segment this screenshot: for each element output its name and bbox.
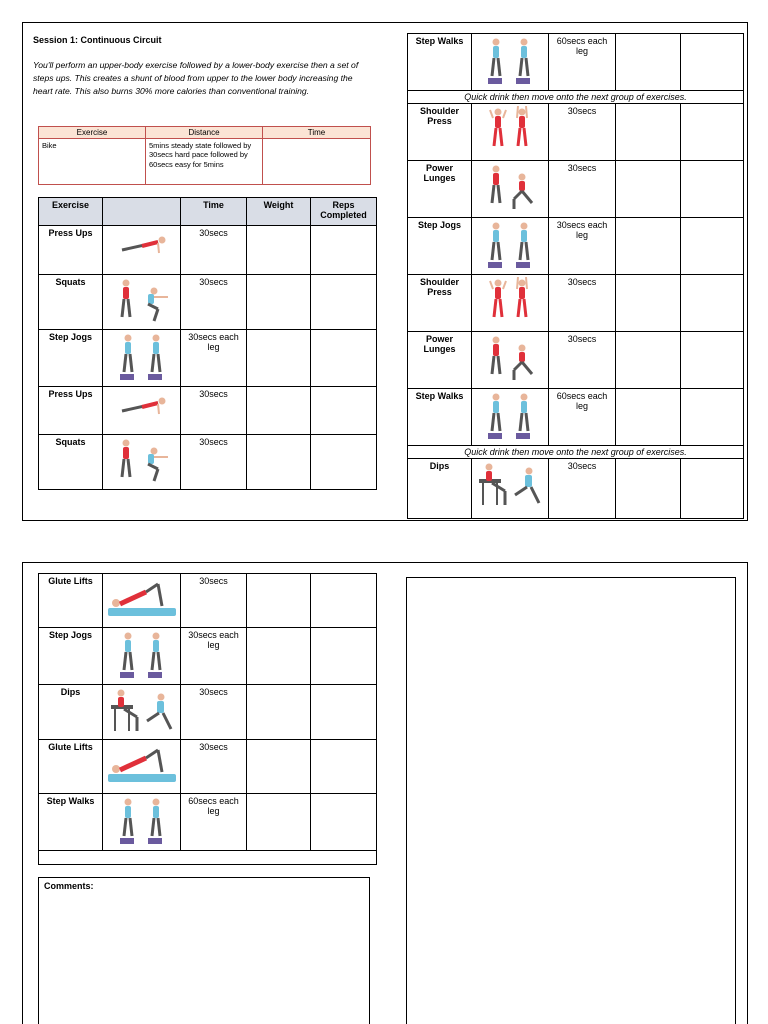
exercise-image [103, 628, 181, 685]
warmup-header-distance: Distance [146, 127, 263, 139]
warmup-header-time: Time [263, 127, 371, 139]
weight-cell[interactable] [616, 332, 681, 389]
table-row [39, 628, 377, 685]
exercise-image [103, 574, 181, 628]
exercise-image [103, 435, 181, 490]
exercise-table-continued [38, 573, 377, 865]
table-row [408, 161, 744, 218]
table-row [408, 389, 744, 446]
exercise-image [472, 275, 549, 332]
header-weight: Weight [247, 198, 311, 226]
warmup-header-exercise: Exercise [39, 127, 146, 139]
lunge-figure-icon [472, 334, 548, 386]
exercise-name: Glute Lifts [39, 740, 103, 794]
exercise-time: 60secs each leg [549, 389, 616, 446]
reps-cell[interactable] [681, 104, 744, 161]
exercise-image [103, 226, 181, 275]
step-figure-icon [472, 36, 548, 88]
exercise-time: 30secs [549, 459, 616, 519]
weight-cell[interactable] [247, 274, 311, 329]
quick-drink-note: Quick drink then move onto the next group of exercises. [408, 446, 744, 459]
exercise-time: 30secs each leg [181, 628, 247, 685]
exercise-time: 30secs [181, 574, 247, 628]
press-up-figure-icon [103, 228, 180, 260]
reps-cell[interactable] [311, 274, 377, 329]
weight-cell[interactable] [616, 275, 681, 332]
glute-lift-figure-icon [103, 576, 180, 624]
exercise-image [472, 161, 549, 218]
weight-cell[interactable] [616, 459, 681, 519]
weight-cell[interactable] [616, 161, 681, 218]
exercise-name: Step Walks [408, 34, 472, 91]
exercise-image [472, 332, 549, 389]
reps-cell[interactable] [681, 218, 744, 275]
exercise-time: 30secs [549, 332, 616, 389]
dips-figure-icon [103, 687, 180, 737]
header-time: Time [181, 198, 247, 226]
squat-figure-icon [103, 437, 180, 487]
step-figure-icon [103, 332, 180, 384]
weight-cell[interactable] [247, 740, 311, 794]
empty-row [39, 851, 377, 865]
table-row [39, 574, 377, 628]
exercise-time: 30secs [181, 274, 247, 329]
header-reps: Reps Completed [311, 198, 377, 226]
exercise-image [472, 104, 549, 161]
reps-cell[interactable] [311, 628, 377, 685]
weight-cell[interactable] [616, 389, 681, 446]
exercise-table [38, 197, 377, 490]
press-up-figure-icon [103, 389, 180, 421]
table-row [39, 685, 377, 740]
warmup-table [38, 126, 371, 185]
right-exercise-table [407, 33, 744, 519]
reps-cell[interactable] [311, 685, 377, 740]
step-figure-icon [472, 220, 548, 272]
page-1 [22, 22, 748, 521]
quick-drink-note: Quick drink then move onto the next group of exercises. [408, 91, 744, 104]
shoulder-press-figure-icon [472, 106, 548, 158]
exercise-time: 30secs [549, 104, 616, 161]
glute-lift-figure-icon [103, 742, 180, 790]
step-figure-icon [103, 796, 180, 848]
exercise-name: Step Jogs [39, 329, 103, 386]
reps-cell[interactable] [681, 332, 744, 389]
exercise-name: Shoulder Press [408, 104, 472, 161]
weight-cell[interactable] [616, 34, 681, 91]
table-row [408, 104, 744, 161]
reps-cell[interactable] [311, 329, 377, 386]
reps-cell[interactable] [681, 161, 744, 218]
comments-box [38, 877, 370, 1024]
exercise-name: Press Ups [39, 386, 103, 435]
exercise-name: Power Lunges [408, 161, 472, 218]
warmup-distance: 5mins steady state followed by 30secs hard pace followed by 60secs easy for 5mins [146, 139, 263, 185]
exercise-name: Step Jogs [408, 218, 472, 275]
weight-cell[interactable] [247, 574, 311, 628]
table-row [39, 740, 377, 794]
exercise-time: 30secs each leg [549, 218, 616, 275]
warmup-exercise: Bike [39, 139, 146, 185]
exercise-time: 30secs each leg [181, 329, 247, 386]
table-row [408, 459, 744, 519]
exercise-name: Press Ups [39, 226, 103, 275]
exercise-time: 60secs each leg [549, 34, 616, 91]
exercise-image [103, 794, 181, 851]
exercise-name: Step Walks [408, 389, 472, 446]
header-exercise: Exercise [39, 198, 103, 226]
exercise-time: 30secs [181, 386, 247, 435]
session-intro: You'll perform an upper-body exercise followed by a lower-body exercise then a set of steps ups. This creates a shunt of blood from upper to the lower body increasing the heart rate. This also burns 30% more calories than conventional training. [33, 60, 359, 96]
weight-cell[interactable] [247, 628, 311, 685]
exercise-image [472, 218, 549, 275]
exercise-time: 30secs [181, 685, 247, 740]
weight-cell[interactable] [247, 685, 311, 740]
reps-cell[interactable] [311, 386, 377, 435]
exercise-time: 60secs each leg [181, 794, 247, 851]
exercise-time: 30secs [181, 740, 247, 794]
table-row [39, 274, 377, 329]
warmup-time [263, 139, 371, 185]
exercise-name: Step Walks [39, 794, 103, 851]
lunge-figure-icon [472, 163, 548, 215]
step-figure-icon [472, 391, 548, 443]
exercise-time: 30secs [181, 435, 247, 490]
exercise-image [103, 274, 181, 329]
header-image [103, 198, 181, 226]
exercise-name: Dips [39, 685, 103, 740]
weight-cell[interactable] [247, 386, 311, 435]
comments-label: Comments: [44, 881, 94, 891]
exercise-image [103, 685, 181, 740]
squat-figure-icon [103, 277, 180, 327]
reps-cell[interactable] [681, 389, 744, 446]
table-row [408, 275, 744, 332]
exercise-image [472, 459, 549, 519]
exercise-image [472, 389, 549, 446]
exercise-image [103, 329, 181, 386]
exercise-image [472, 34, 549, 91]
table-row [39, 386, 377, 435]
exercise-name: Power Lunges [408, 332, 472, 389]
table-row [39, 226, 377, 275]
exercise-name: Step Jogs [39, 628, 103, 685]
exercise-name: Squats [39, 435, 103, 490]
reps-cell[interactable] [311, 435, 377, 490]
table-row [408, 332, 744, 389]
weight-cell[interactable] [247, 435, 311, 490]
step-figure-icon [103, 630, 180, 682]
shoulder-press-figure-icon [472, 277, 548, 329]
exercise-name: Shoulder Press [408, 275, 472, 332]
reps-cell[interactable] [311, 226, 377, 275]
exercise-image [103, 386, 181, 435]
table-row [39, 329, 377, 386]
reps-cell[interactable] [681, 34, 744, 91]
weight-cell[interactable] [247, 794, 311, 851]
reps-cell[interactable] [681, 459, 744, 519]
weight-cell[interactable] [616, 104, 681, 161]
exercise-image [103, 740, 181, 794]
table-row [408, 34, 744, 91]
exercise-name: Squats [39, 274, 103, 329]
reps-cell[interactable] [311, 794, 377, 851]
table-row [39, 794, 377, 851]
reps-cell[interactable] [311, 574, 377, 628]
exercise-time: 30secs [549, 275, 616, 332]
weight-cell[interactable] [247, 329, 311, 386]
table-row [408, 218, 744, 275]
page-2 [22, 562, 748, 1024]
dips-figure-icon [472, 461, 548, 511]
exercise-time: 30secs [549, 161, 616, 218]
session-title: Session 1: Continuous Circuit [33, 35, 162, 45]
reps-cell[interactable] [311, 740, 377, 794]
table-row [39, 435, 377, 490]
notes-box [406, 577, 736, 1024]
exercise-time: 30secs [181, 226, 247, 275]
weight-cell[interactable] [247, 226, 311, 275]
reps-cell[interactable] [681, 275, 744, 332]
weight-cell[interactable] [616, 218, 681, 275]
exercise-name: Dips [408, 459, 472, 519]
exercise-name: Glute Lifts [39, 574, 103, 628]
